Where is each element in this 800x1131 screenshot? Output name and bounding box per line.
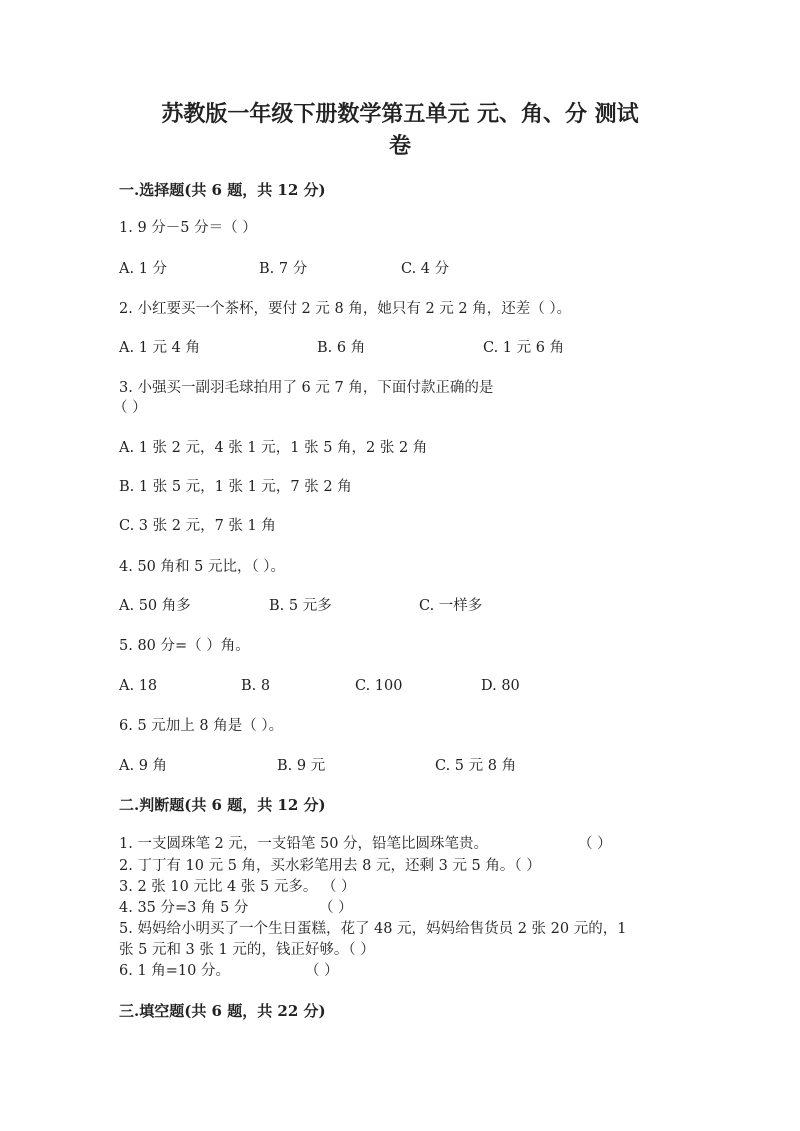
judge-4-paren: （ ） <box>319 900 353 916</box>
section-heading-judge: 二.判断题(共 6 题，共 12 分) <box>119 796 326 814</box>
judge-5-cont: 张 5 元和 3 张 1 元的，钱正好够。（ ） <box>119 942 375 958</box>
q6-option-b: B. 9 元 <box>277 758 326 774</box>
section-heading-choice: 一.选择题(共 6 题，共 12 分) <box>119 181 326 199</box>
q4-option-a: A. 50 角多 <box>119 598 191 614</box>
question-3: 3. 小强买一副羽毛球拍用了 6 元 7 角，下面付款正确的是 <box>119 380 494 396</box>
q3-option-b: B. 1 张 5 元，1 张 1 元，7 张 2 角 <box>119 479 352 495</box>
q4-option-c: C. 一样多 <box>419 598 483 614</box>
question-6: 6. 5 元加上 8 角是（ ）。 <box>119 718 284 734</box>
question-1: 1. 9 分－5 分＝（ ） <box>119 220 257 236</box>
question-3-paren: （ ） <box>113 400 147 416</box>
q4-option-b: B. 5 元多 <box>269 598 332 614</box>
judge-3: 3. 2 张 10 元比 4 张 5 元多。 （ ） <box>119 879 356 895</box>
q5-option-b: B. 8 <box>241 678 271 694</box>
q5-option-d: D. 80 <box>481 678 520 694</box>
page-title <box>120 98 680 162</box>
section-heading-fill: 三.填空题(共 6 题，共 22 分) <box>119 1002 326 1020</box>
q1-option-a: A. 1 分 <box>119 261 168 277</box>
question-2: 2. 小红要买一个茶杯，要付 2 元 8 角，她只有 2 元 2 角，还差（ ）。 <box>119 301 572 317</box>
q5-option-a: A. 18 <box>119 678 158 694</box>
q5-option-c: C. 100 <box>355 678 403 694</box>
judge-4: 4. 35 分=3 角 5 分 <box>119 900 249 916</box>
title-line-2: 卷 <box>388 133 411 159</box>
judge-5: 5. 妈妈给小明买了一个生日蛋糕，花了 48 元，妈妈给售货员 2 张 20 元的，1 <box>119 921 627 937</box>
question-5: 5. 80 分=（ ）角。 <box>119 638 250 654</box>
judge-6: 6. 1 角=10 分。 <box>119 963 230 979</box>
q6-option-c: C. 5 元 8 角 <box>435 758 517 774</box>
q6-option-a: A. 9 角 <box>119 758 168 774</box>
q2-option-c: C. 1 元 6 角 <box>483 340 565 356</box>
judge-6-paren: （ ） <box>305 963 339 979</box>
question-4: 4. 50 角和 5 元比，（ ）。 <box>119 559 286 575</box>
title-line-1: 苏教版一年级下册数学第五单元 元、角、分 测试 <box>161 101 639 127</box>
judge-1: 1. 一支圆珠笔 2 元，一支铅笔 50 分，铅笔比圆珠笔贵。 <box>119 836 489 852</box>
judge-2: 2. 丁丁有 10 元 5 角，买水彩笔用去 8 元，还剩 3 元 5 角。（ ） <box>119 858 541 874</box>
q3-option-c: C. 3 张 2 元，7 张 1 角 <box>119 518 276 534</box>
judge-1-paren: （ ） <box>578 836 612 852</box>
q2-option-b: B. 6 角 <box>317 340 366 356</box>
q1-option-c: C. 4 分 <box>401 261 450 277</box>
q1-option-b: B. 7 分 <box>259 261 308 277</box>
q2-option-a: A. 1 元 4 角 <box>119 340 200 356</box>
q3-option-a: A. 1 张 2 元，4 张 1 元，1 张 5 角，2 张 2 角 <box>119 440 428 456</box>
